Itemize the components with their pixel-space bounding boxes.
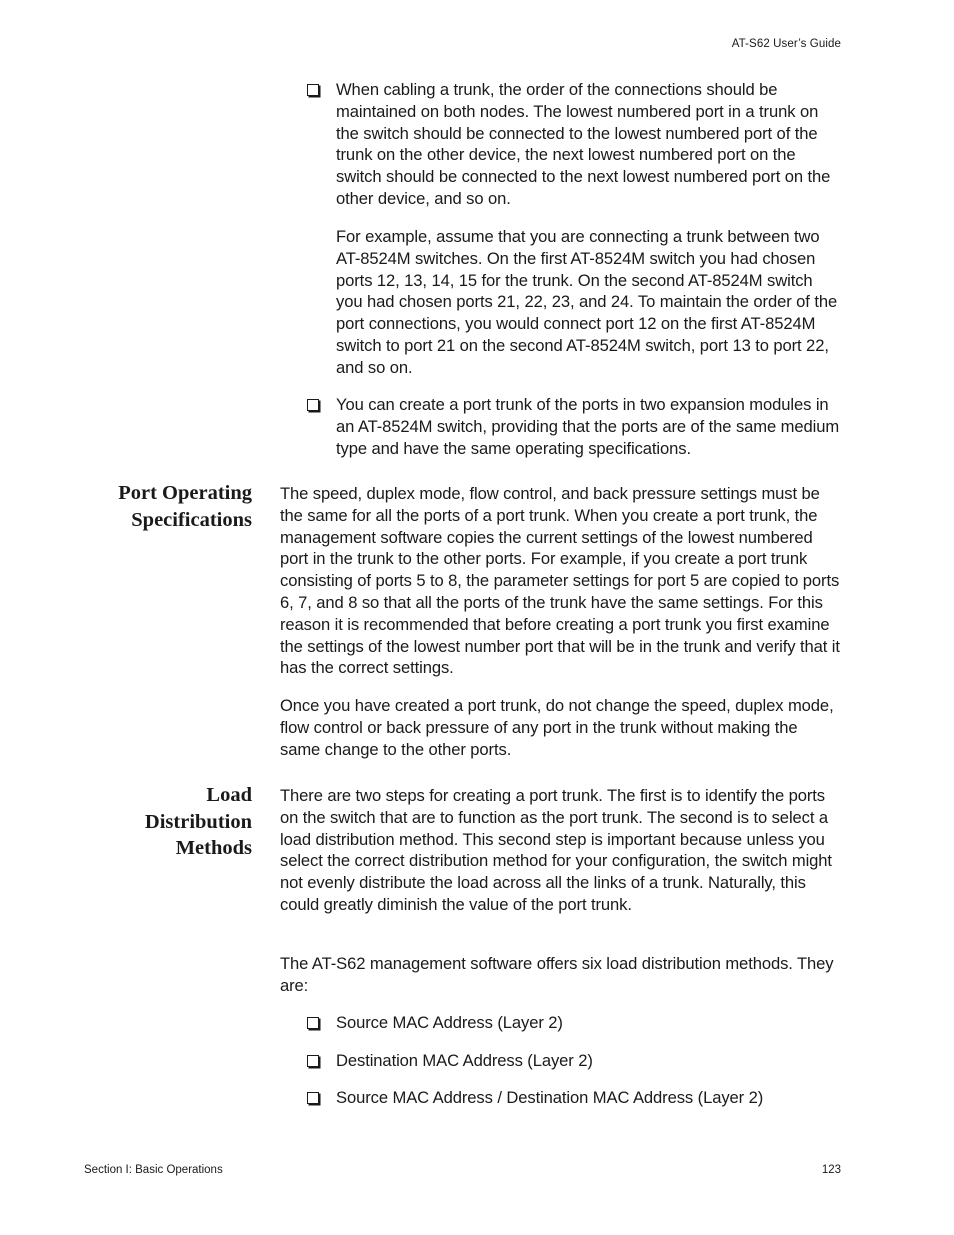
bullet-text: When cabling a trunk, the order of the connections should be maintained on both nodes. The lowest numbered port in a trunk on the switch should be connected to the lowest numbered port of the trunk on the other device, the next lowest numbered port on the switch should be connected to the next lowest numbered port on the other device, and so on.: [336, 80, 831, 208]
section-heading-load-distribution: [145, 782, 252, 862]
bullet-text: You can create a port trunk of the ports in two expansion modules in an AT-8524M switch, providing that the ports are of the same medium type and have the same operating specifications.: [336, 395, 840, 458]
heading-line: Load: [206, 784, 252, 806]
section-heading-port-operating: [118, 480, 252, 533]
list-item: Source MAC Address (Layer 2): [336, 1013, 563, 1032]
running-header: AT-S62 User’s Guide: [731, 38, 841, 50]
list-item: Source MAC Address / Destination MAC Address (Layer 2): [336, 1088, 764, 1107]
bullet-checkbox-icon: [307, 1050, 323, 1074]
heading-line: Port Operating: [118, 482, 252, 504]
list-item: Destination MAC Address (Layer 2): [336, 1051, 593, 1070]
bullet-checkbox-icon: [307, 1012, 323, 1036]
heading-line: Specifications: [131, 508, 252, 531]
bullet-checkbox-icon: [307, 394, 323, 418]
example-paragraph: For example, assume that you are connecting a trunk between two AT-8524M switches. On the first AT-8524M switch you had chosen ports 12, 13, 14, 15 for the trunk. On the second AT-8524M switch you had chosen ports 21, 22, 23, and 24. To maintain the order of the port connections, you would connect port 12 on the first AT-8524M switch to port 21 on the second AT-8524M switch, port 13 to port 22, and so on.: [336, 227, 838, 377]
bullet-checkbox-icon: [307, 79, 323, 103]
footer-section: Section I: Basic Operations: [84, 1164, 223, 1176]
paragraph: The AT-S62 management software offers six load distribution methods. They are:: [280, 954, 834, 995]
bullet-checkbox-icon: [307, 1087, 323, 1111]
paragraph: There are two steps for creating a port trunk. The first is to identify the ports on the switch that are to function as the port trunk. The second is to select a load distribution method. This second step is important because unless you select the correct distribution method for your configuration, the switch might not evenly distribute the load across all the links of a trunk. Naturally, this could greatly diminish the value of the port trunk.: [280, 786, 832, 914]
heading-line: Distribution: [144, 810, 252, 833]
heading-line: Methods: [175, 837, 252, 859]
page-number: 123: [821, 1164, 841, 1176]
paragraph: The speed, duplex mode, flow control, and back pressure settings must be the same for all the ports of a port trunk. When you create a port trunk, the management software copies the current settings of the lowest numbered port in the trunk to the other ports. For example, if you create a port trunk consisting of ports 5 to 8, the parameter settings for port 5 are copied to ports 6, 7, and 8 so that all the ports of the trunk have the same settings. For this reason it is recommended that before creating a port trunk you first examine the settings of the lowest number port that will be in the trunk and verify that it has the correct settings.: [280, 484, 840, 678]
paragraph: Once you have created a port trunk, do not change the speed, duplex mode, flow control or back pressure of any port in the trunk without making the same change to the other ports.: [280, 696, 834, 759]
